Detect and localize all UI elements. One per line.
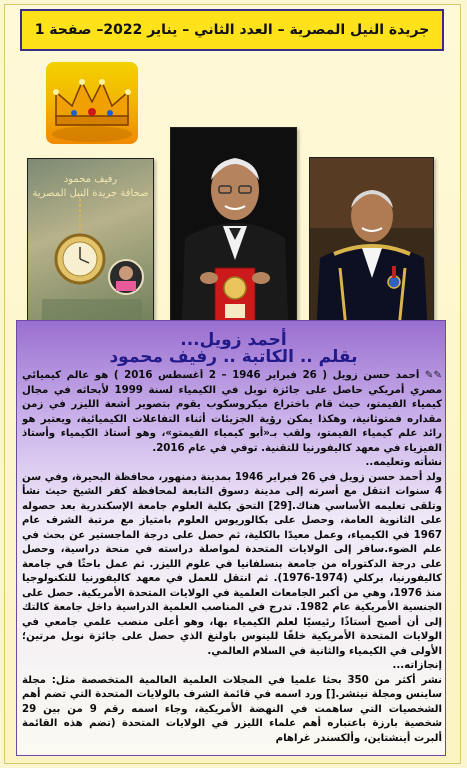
- article-byline: بقلم .. الكاتبة .. رفيف محمود: [109, 347, 358, 367]
- article-title: أحمد زويل...: [180, 330, 287, 350]
- portrait-ceremonial-uniform-image: [310, 158, 434, 335]
- article-body: [22, 369, 442, 753]
- article-paragraph: ولد أحمد حسن زويل في 26 فبراير 1946 بمدينة دمنهور، محافظة البحيرة، وفي سن 4 سنوات انتقل مع أسرته إلى مدينة دسوق التابعة لمحافظة كفر الشيخ حيث نشأ وتلقى تعليمه الأساسي هناك.[29] التحق بكلية العلوم جامعة الإسكندرية بعد حصوله على الثانوية العامة، وحصل على بكالوريوس العلوم بامتياز مع مرتبة الشرف عام 1967 في الكيمياء، وعمل معيدًا بالكلية، ثم حصل على درجة الماجستير عن بحث في علم الضوء.سافر إلى الولايات المتحدة لمواصلة دراسته في منحة دراسية، وحصل على درجة الدكتوراه من جامعة بنسلفانيا في علوم الليزر. ثم عمل باحثًا في جامعة كاليفورنيا، بركلي (1974-1976). ثم انتقل للعمل في معهد كاليفورنيا للتكنولوجيا منذ 1976، وهي من أكبر الجامعات العلمية في الولايات المتحدة الأمريكية. حصل على الجنسية الأمريكية عام 1982. تدرج في المناصب العلمية الدراسية داخل جامعة كالتك إلى أن أصبح أستاذًا رئيسيًا لعلم الكيمياء بها، وهو أعلى منصب علمي جامعي في الولايات المتحدة الأمريكية خلفًا للينوس باولنغ الذي حصل على جائزة نوبل مرتين؛ الأولى في الكيمياء والثانية في السلام العالمي.: [22, 471, 442, 657]
- article-paragraph: نشر أكثر من 350 بحثا علميا في المجلات العلمية العالمية المتخصصة مثل: مجلة ساينس ومجلة نيتشر.[] ورد اسمه في قائمة الشرف بالولايات المتحدة التي تضم أهم الشخصيات التي ساهمت في النهضة الأمريكية، وجاء اسمه رقم 9 من بين 29 شخصية بارزة باعتباره أهم علماء الليزر في الولايات المتحدة (تضم هذه القائمة ألبرت أينشتاين، وألكسندر غراهام: [22, 674, 442, 744]
- section-heading-upbringing: نشأته وتعليمه..: [365, 457, 442, 468]
- zewail-uniform-photo: [309, 157, 434, 335]
- zewail-nobel-photo: [170, 127, 297, 340]
- section-heading-achievements: إنجازاته...: [392, 660, 442, 671]
- header-title: جريدة النيل المصرية – العدد الثاني – يناير 2022– صفحة 1: [34, 22, 430, 38]
- crown-icon: [46, 62, 138, 144]
- book-cover-image: [27, 158, 154, 336]
- cover-subtitle: صحافة جريدة النيل المصرية: [32, 188, 149, 199]
- cover-author-name: رفيف محمود: [63, 174, 118, 185]
- pencil-icon: ✎✎: [419, 370, 442, 381]
- crown-logo: [46, 62, 138, 144]
- portrait-with-medal-image: [171, 128, 297, 340]
- article-paragraph: أحمد حسن زويل ( 26 فبراير 1946 – 2 أغسطس 2016 ) هو عالم كيميائي مصري أمريكي حاصل على جائزة نوبل في الكيمياء لسنة 1999 لأبحاثه في مجال كيمياء الفيمتو، حيث قام باختراع ميكروسكوب يقوم بتصوير أشعة الليزر في زمن مقداره فمتوثانية، وهكذا يمكن رؤية الجزيئات أثناء التفاعلات الكيميائية، ويعتبر هو رائد علم كيمياء الفيمتو، ولقب بـ«أبو كيمياء الفيمتو»، وهو أستاذ الكيمياء وأستاذ الفيزياء في معهد كاليفورنيا للتقنية. توفي في عام 2016.: [22, 370, 442, 454]
- newspaper-header: [20, 9, 444, 51]
